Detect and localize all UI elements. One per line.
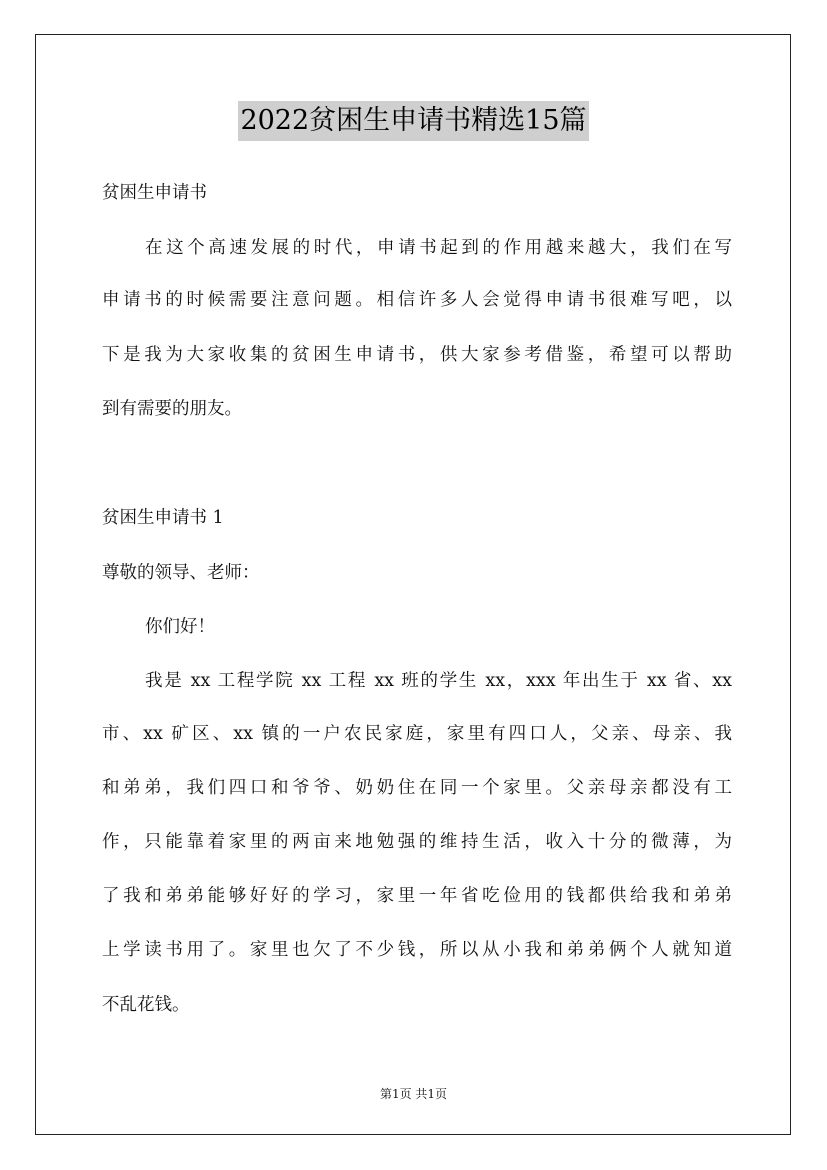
body-line-7: 不乱花钱。: [102, 995, 190, 1015]
body-line-6: 上学读书用了。家里也欠了不少钱，所以从小我和弟弟俩个人就知道: [102, 940, 732, 960]
body-line-3: 和弟弟，我们四口和爷爷、奶奶住在同一个家里。父亲母亲都没有工: [102, 778, 732, 798]
body-line-5: 了我和弟弟能够好好的学习，家里一年省吃俭用的钱都供给我和弟弟: [102, 886, 732, 906]
page-number-footer: 第1页 共1页: [379, 1087, 448, 1101]
intro-line-3: 下是我为大家收集的贫困生申请书，供大家参考借鉴，希望可以帮助: [102, 345, 732, 365]
body-line-4: 作，只能靠着家里的两亩来地勉强的维持生活，收入十分的微薄，为: [102, 832, 732, 852]
intro-line-2: 申请书的时候需要注意问题。相信许多人会觉得申请书很难写吧，以: [102, 290, 732, 310]
body-line-2: 市、xx 矿区、xx 镇的一户农民家庭，家里有四口人，父亲、母亲、我: [102, 724, 732, 744]
section-heading: 贫困生申请书 1: [102, 508, 224, 528]
intro-line-1: 在这个高速发展的时代，申请书起到的作用越来越大，我们在写: [145, 238, 732, 258]
document-title: 2022贫困生申请书精选15篇: [238, 101, 588, 141]
intro-line-4: 到有需要的朋友。: [102, 399, 242, 419]
body-line-1: 我是 xx 工程学院 xx 工程 xx 班的学生 xx，xxx 年出生于 xx 省、xx: [145, 671, 732, 691]
salutation: 尊敬的领导、老师：: [102, 563, 260, 583]
greeting: 你们好！: [145, 617, 215, 637]
title-container: [0, 101, 827, 141]
intro-heading: 贫困生申请书: [102, 183, 207, 203]
